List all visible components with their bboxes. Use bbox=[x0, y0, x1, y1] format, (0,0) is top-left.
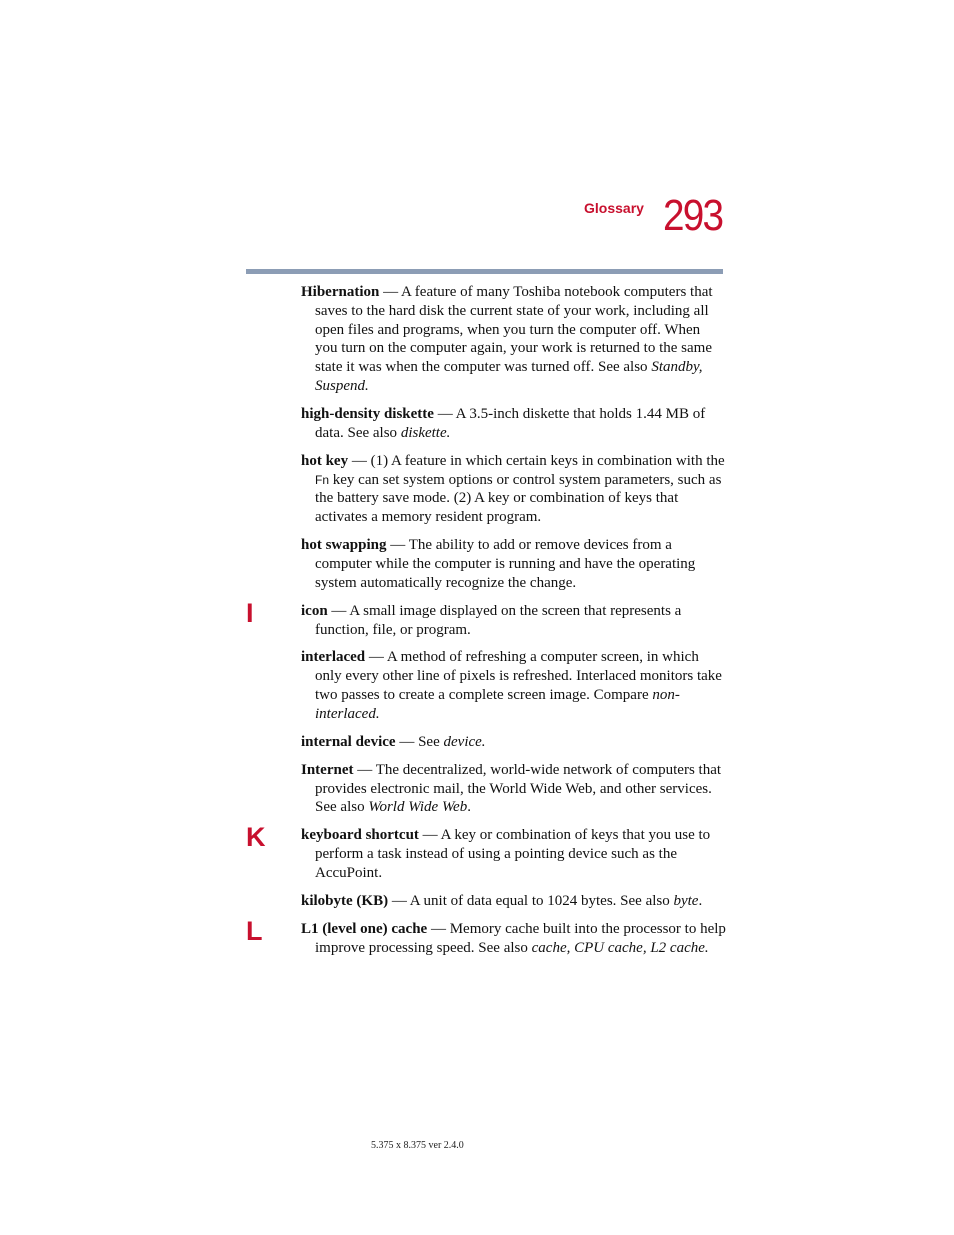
entry-term: high-density diskette bbox=[301, 405, 434, 422]
entry-term: kilobyte (KB) bbox=[301, 893, 389, 909]
header-rule bbox=[246, 269, 723, 274]
section-letter-marker: I bbox=[246, 597, 254, 628]
entry-definition: A small image displayed on the screen that represents a function, file, or program. bbox=[315, 602, 682, 638]
glossary-content bbox=[246, 283, 726, 967]
glossary-entry-high-density-diskette bbox=[301, 405, 726, 443]
entry-see-also: byte bbox=[673, 893, 699, 909]
entry-separator: — bbox=[395, 733, 419, 750]
entry-term: Internet bbox=[301, 761, 354, 778]
entry-definition: A unit of data equal to 1024 bytes. See also bbox=[409, 893, 674, 909]
entry-term: internal device bbox=[301, 733, 396, 750]
glossary-entry-hot-swapping bbox=[301, 536, 726, 592]
fn-key-label: Fn bbox=[315, 472, 330, 487]
entry-definition: A key or combination of keys that you use to perform a task instead of using a pointing device such as the AccuPoint. bbox=[315, 827, 711, 882]
entry-tail: . bbox=[467, 799, 471, 816]
glossary-entry-kilobyte bbox=[301, 892, 726, 911]
entry-definition: See bbox=[418, 733, 444, 750]
glossary-entry-l1-cache bbox=[246, 915, 726, 958]
entry-term: Hibernation bbox=[301, 284, 380, 300]
entry-see-also: cache, CPU cache, L2 cache. bbox=[531, 939, 709, 956]
section-letter-marker: K bbox=[246, 822, 266, 853]
entry-see-also: diskette. bbox=[400, 424, 451, 441]
footer-version: 5.375 x 8.375 ver 2.4.0 bbox=[371, 1140, 464, 1151]
section-letter-marker: L bbox=[246, 915, 263, 946]
entry-definition: Memory cache built into the processor to help improve processing speed. See also bbox=[315, 920, 726, 956]
glossary-entry-internal-device bbox=[301, 733, 726, 752]
entry-see-also: World Wide Web bbox=[368, 799, 468, 816]
entry-separator: — bbox=[433, 405, 456, 422]
glossary-entry-hibernation bbox=[301, 283, 726, 396]
entry-definition-part: (1) A feature in which certain keys in combination with the bbox=[370, 452, 725, 469]
entry-separator: — bbox=[427, 920, 450, 937]
page-number: 293 bbox=[663, 191, 723, 240]
glossary-entry-hot-key bbox=[301, 452, 726, 527]
entry-see-also: device. bbox=[443, 733, 486, 750]
glossary-entry-keyboard-shortcut bbox=[246, 822, 726, 882]
entry-separator: — bbox=[386, 537, 409, 554]
entry-definition: The ability to add or remove devices from a computer while the computer is running and have the operating system automatically recognize the change. bbox=[315, 537, 696, 591]
entry-term: L1 (level one) cache bbox=[301, 920, 428, 937]
glossary-entry-internet bbox=[301, 761, 726, 817]
entry-see-also: Standby, Suspend. bbox=[315, 359, 703, 394]
entry-definition: key can set system options or control system parameters, such as the battery save mode. (2) A key or combination of keys that activates a memory resident program. bbox=[315, 471, 722, 526]
entry-term: hot swapping bbox=[301, 537, 387, 554]
entry-term: icon bbox=[301, 602, 328, 619]
entry-definition: A method of refreshing a computer screen, in which only every other line of pixels is refreshed. Interlaced monitors take two passes to create a complete screen image. Compare bbox=[315, 649, 722, 704]
section-title: Glossary bbox=[584, 200, 644, 216]
glossary-entry-icon bbox=[246, 597, 726, 640]
entry-definition: A feature of many Toshiba notebook computers that saves to the hard disk the current state of your work, including all open files and programs, when you turn the computer off. When you turn on the computer again, your work is returned to the same state it was when the computer was turned off. See also bbox=[315, 284, 713, 376]
entry-separator: — bbox=[327, 602, 350, 619]
glossary-entry-interlaced bbox=[301, 648, 726, 723]
entry-separator: — bbox=[353, 761, 376, 778]
entry-separator: — bbox=[418, 827, 441, 844]
entry-separator: — bbox=[365, 649, 387, 666]
entry-separator: — bbox=[379, 284, 402, 300]
entry-tail: . bbox=[698, 893, 703, 909]
entry-term: hot key bbox=[301, 452, 349, 469]
entry-term: interlaced bbox=[301, 649, 366, 666]
entry-definition: The decentralized, world-wide network of computers that provides electronic mail, the World Wide Web, and other services. See also bbox=[315, 761, 722, 816]
entry-definition: A 3.5-inch diskette that holds 1.44 MB of data. See also bbox=[315, 405, 706, 441]
entry-see-also: non-interlaced. bbox=[315, 687, 680, 722]
entry-separator: — bbox=[348, 452, 371, 469]
entry-separator: — bbox=[388, 893, 410, 909]
entry-term: keyboard shortcut bbox=[301, 827, 419, 844]
